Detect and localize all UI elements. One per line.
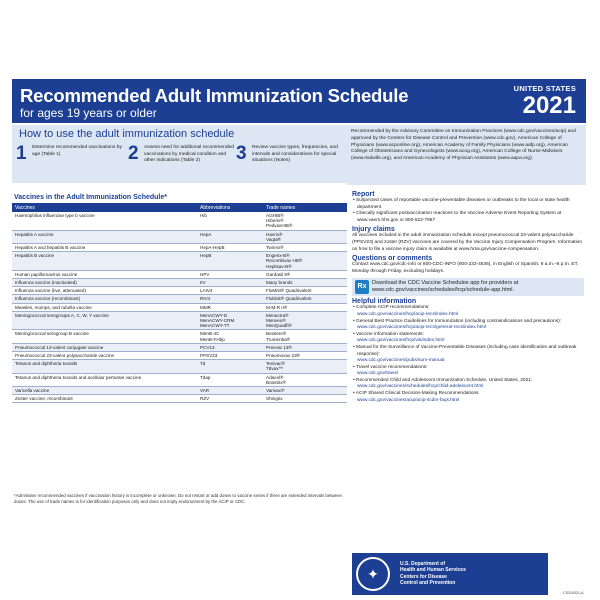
- trade-name-cell: FluMist® Quadrivalent: [263, 287, 347, 295]
- helpful-item-text: Travel vaccine recommendations:: [355, 364, 428, 370]
- table-row: [12, 311, 347, 330]
- abbreviation-cell: MenACWY-D MenACWY-CRM MenACWY-TT: [197, 311, 263, 330]
- injury-text: All vaccines included in the adult immunization schedule except pneumococcal 23-valent polysaccharide (PPSV23) and zoster (RZV) vaccines are covered by the Vaccine Injury Compensation Program. Information on how to file a vaccine injury claim is available at www.hrsa.gov/vaccine-compensation.: [352, 233, 582, 252]
- trade-name-cell: Tenivac® Tdvax™: [263, 360, 347, 373]
- trade-name-cell: M-M-R II®: [263, 303, 347, 311]
- abbreviation-cell: RIV4: [197, 295, 263, 303]
- vaccine-table-title: Vaccines in the Adult Immunization Schedule*: [14, 194, 167, 201]
- vaccine-name-cell: Meningococcal serogroups A, C, W, Y vaccine: [12, 311, 197, 330]
- table-row: [12, 287, 347, 295]
- column-header: Trade names: [263, 203, 347, 212]
- step-text: Review vaccine types, frequencies, and intervals and considerations for special situations (Notes): [252, 145, 338, 164]
- step-2: [128, 143, 233, 181]
- document-code: CS310021-A: [563, 591, 584, 595]
- table-header-row: [12, 203, 347, 212]
- bullet: •: [353, 331, 357, 337]
- helpful-item-link[interactable]: www.cdc.gov/vaccines/pubs/surv-manual: [357, 358, 445, 364]
- title-banner: [12, 79, 586, 123]
- helpful-item: [352, 332, 584, 345]
- trade-name-cell: Gardasil 9®: [263, 270, 347, 278]
- column-header: Abbreviations: [197, 203, 263, 212]
- app-icon: Rx: [355, 280, 369, 294]
- vaccine-name-cell: Human papillomavirus vaccine: [12, 270, 197, 278]
- table-row: [12, 352, 347, 360]
- vaccine-name-cell: Influenza vaccine (recombinant): [12, 295, 197, 303]
- vaccine-name-cell: Tetanus and diphtheria toxoids and acellular pertussis vaccine: [12, 373, 197, 386]
- page-title: Recommended Adult Immunization Schedule: [20, 85, 409, 106]
- how-to-title: How to use the adult immunization schedule: [19, 128, 235, 140]
- table-row: [12, 244, 347, 252]
- vaccine-name-cell: Tetanus and diphtheria toxoids: [12, 360, 197, 373]
- table-row: [12, 270, 347, 278]
- vaccine-name-cell: Hepatitis B vaccine: [12, 252, 197, 271]
- helpful-item: [352, 365, 584, 378]
- step-number: 1: [16, 143, 27, 164]
- vaccine-name-cell: Zoster vaccine, recombinant: [12, 395, 197, 403]
- hhs-eagle-icon: ✦: [356, 557, 390, 591]
- table-row: [12, 230, 347, 243]
- table-row: [12, 303, 347, 311]
- trade-name-cell: Pneumovax 23®: [263, 352, 347, 360]
- abbreviation-cell: IIV: [197, 279, 263, 287]
- recommendation-text: Recommended by the Advisory Committee on Immunization Practices (www.cdc.gov/vaccines/acip) and approved by the Centers for Disease Control and Prevention (www.cdc.gov), American College of Physicians (www.acponline.org), American Academy of Family Physicians (www.aafp.org), American College of Obstetricians and Gynecologists (www.acog.org), American College of Nurse-Midwives (www.midwife.org), and American Academy of Physician Assistants (www.aapa.org).: [351, 129, 576, 162]
- report-item: • Suspected cases of reportable vaccine-preventable diseases or outbreaks to the local or state health department: [353, 198, 570, 210]
- step-1: [16, 143, 121, 181]
- vaccine-name-cell: Pneumococcal 13-valent conjugate vaccine: [12, 343, 197, 351]
- table-row: [12, 395, 347, 403]
- trade-name-cell: Flublok® Quadrivalent: [263, 295, 347, 303]
- vaccine-name-cell: Varicella vaccine: [12, 387, 197, 395]
- trade-name-cell: Twinrix®: [263, 244, 347, 252]
- helpful-item: [352, 391, 584, 404]
- table-row: [12, 387, 347, 395]
- table-row: [12, 295, 347, 303]
- helpful-item: [352, 378, 584, 391]
- bullet: •: [353, 391, 356, 397]
- questions-text: Contact www.cdc.gov/cdc-info or 800-CDC-INFO (800-232-4636), in English or Spanish, 8 a.m.–8 p.m. ET, Monday through Friday, excluding holidays.: [352, 262, 579, 274]
- abbreviation-cell: LAIV4: [197, 287, 263, 295]
- how-to-box: [12, 125, 347, 183]
- vaccine-name-cell: Meningococcal serogroup B vaccine: [12, 330, 197, 343]
- vaccine-name-cell: Pneumococcal 23-valent polysaccharide vaccine: [12, 352, 197, 360]
- table-row: [12, 212, 347, 230]
- abbreviation-cell: PCV13: [197, 343, 263, 351]
- abbreviation-cell: PPSV23: [197, 352, 263, 360]
- vaccine-table: [12, 203, 347, 403]
- table-row: [12, 279, 347, 287]
- app-download-box[interactable]: [352, 278, 584, 296]
- helpful-item-link[interactable]: www.cdc.gov/vaccines/hcp/acip-recs/index.html: [357, 311, 459, 317]
- abbreviation-cell: HepA: [197, 230, 263, 243]
- table-row: [12, 252, 347, 271]
- trade-name-cell: Many brands: [263, 279, 347, 287]
- questions-heading: Questions or comments: [352, 255, 433, 263]
- trade-name-cell: Bexsero® Trumenba®: [263, 330, 347, 343]
- table-footnote: *Administer recommended vaccines if vaccination history is incomplete or unknown. Do not restart or add doses to vaccine series if there are extended intervals between doses. The use of trade names is for identification purposes only and does not imply endorsement by the ACIP or CDC.: [14, 493, 342, 504]
- step-3: [236, 143, 341, 181]
- trade-name-cell: ActHIB® Hiberix® PedvaxHIB®: [263, 212, 347, 230]
- app-download-text[interactable]: Download the CDC Vaccine Schedules app for providers at www.cdc.gov/vaccines/schedules/hcp/schedule-app.html.: [372, 280, 519, 294]
- vaccine-name-cell: Hepatitis A vaccine: [12, 230, 197, 243]
- bullet: •: [353, 305, 357, 311]
- bullet: •: [353, 318, 357, 324]
- trade-name-cell: Engerix-B® Recombivax HB® Heplisav-B®: [263, 252, 347, 271]
- country-label: UNITED STATES: [513, 84, 576, 93]
- injury-heading: Injury claims: [352, 226, 395, 234]
- helpful-item-link[interactable]: www.cdc.gov/vaccines/hcp/acip-recs/general-recs/index.html: [357, 325, 487, 331]
- report-heading: Report: [352, 191, 375, 198]
- abbreviation-cell: HPV: [197, 270, 263, 278]
- helpful-item-text: Recommended Child and Adolescent Immunization Schedule, United States, 2021:: [356, 377, 533, 383]
- abbreviation-cell: Hib: [197, 212, 263, 230]
- column-header: Vaccines: [12, 203, 197, 212]
- helpful-item-link[interactable]: www.cdc.gov/vaccines/schedules/hcp/child-adolescent.html: [357, 384, 484, 390]
- helpful-list: [352, 305, 584, 404]
- abbreviation-cell: HepA-HepB: [197, 244, 263, 252]
- trade-name-cell: Varivax®: [263, 387, 347, 395]
- abbreviation-cell: Td: [197, 360, 263, 373]
- trade-name-cell: Menactra® Menveo® MenQuadfi®: [263, 311, 347, 330]
- helpful-item-text: Manual for the Surveillance of Vaccine-Preventable Diseases (including case identification and outbreak response):: [356, 344, 577, 357]
- helpful-item-link[interactable]: www.cdc.gov/vaccines/acip/acip-scdm-faqs.html: [357, 397, 460, 403]
- helpful-item: [352, 345, 584, 365]
- table-row: [12, 360, 347, 373]
- vaccine-name-cell: Hepatitis A and hepatitis B vaccine: [12, 244, 197, 252]
- step-number: 2: [128, 143, 139, 164]
- vaccine-name-cell: Influenza vaccine (live, attenuated): [12, 287, 197, 295]
- trade-name-cell: Adacel® Boostrix®: [263, 373, 347, 386]
- table-row: [12, 343, 347, 351]
- info-column: [352, 189, 584, 404]
- vaccine-table-body: [12, 212, 347, 403]
- abbreviation-cell: HepB: [197, 252, 263, 271]
- bullet: •: [353, 377, 357, 383]
- helpful-item-link[interactable]: www.cdc.gov/travel: [357, 371, 399, 377]
- abbreviation-cell: VAR: [197, 387, 263, 395]
- helpful-item-link[interactable]: www.cdc.gov/vaccines/hcp/vis/index.html: [357, 338, 445, 344]
- abbreviation-cell: MMR: [197, 303, 263, 311]
- hhs-cdc-logo-box: [352, 553, 548, 595]
- table-row: [12, 373, 347, 386]
- helpful-item-text: General Best Practice Guidelines for Immunization (including contraindications and precautions):: [356, 318, 562, 324]
- helpful-item: [352, 319, 584, 332]
- schedule-page: [12, 79, 586, 595]
- trade-name-cell: Shingrix: [263, 395, 347, 403]
- helpful-item: [352, 305, 584, 318]
- report-item: • Clinically significant postvaccination reactions to the Vaccine Adverse Event Reporting System at www.vaers.hhs.gov or 800-822-7967: [353, 211, 562, 223]
- step-text: Assess need for additional recommended vaccinations by medical condition and other indications (Table 2): [144, 145, 234, 164]
- year-label: 2021: [522, 92, 576, 119]
- page-subtitle: for ages 19 years or older: [20, 106, 157, 120]
- bullet: •: [353, 364, 356, 370]
- step-number: 3: [236, 143, 247, 164]
- hhs-cdc-text: U.S. Department of Health and Human Services Centers for Disease Control and Prevention: [400, 561, 466, 587]
- helpful-heading: Helpful information: [352, 298, 417, 306]
- trade-name-cell: Havrix® Vaqta®: [263, 230, 347, 243]
- bullet: •: [353, 344, 357, 350]
- helpful-item-text: Complete ACIP recommendations:: [356, 305, 430, 311]
- abbreviation-cell: MenB-4C MenB-FHbp: [197, 330, 263, 343]
- helpful-item-text: ACIP Shared Clinical Decision-Making Recommendations: [355, 391, 479, 397]
- table-row: [12, 330, 347, 343]
- step-text: Determine recommended vaccinations by age (Table 1): [32, 145, 122, 157]
- recommendation-box: [347, 125, 586, 185]
- helpful-item-text: Vaccine information statements:: [356, 331, 424, 337]
- vaccine-name-cell: Measles, mumps, and rubella vaccine: [12, 303, 197, 311]
- abbreviation-cell: RZV: [197, 395, 263, 403]
- vaccine-name-cell: Haemophilus influenzae type b vaccine: [12, 212, 197, 230]
- trade-name-cell: Prevnar 13®: [263, 343, 347, 351]
- abbreviation-cell: Tdap: [197, 373, 263, 386]
- vaccine-name-cell: Influenza vaccine (inactivated): [12, 279, 197, 287]
